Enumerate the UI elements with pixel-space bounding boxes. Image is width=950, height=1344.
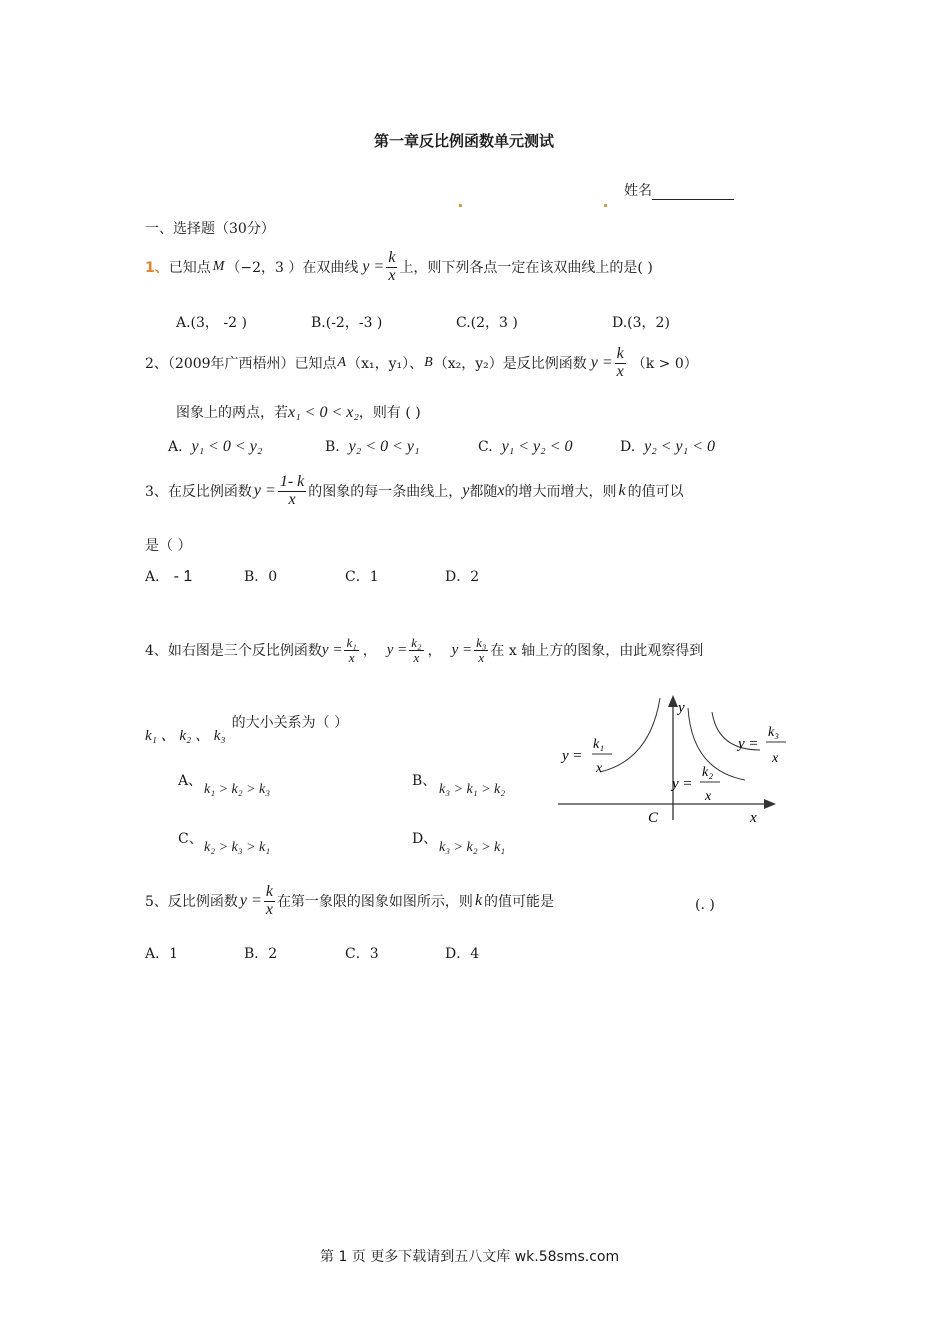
graph-label-1-lhs: y = xyxy=(562,748,583,764)
graph-label-2-den: x xyxy=(705,789,712,804)
q5-option-d: D．4 xyxy=(445,946,480,962)
q2-point-b-coords: （x₂，y₂）是反比例函数 xyxy=(433,356,587,373)
fraction-numerator: k₁ xyxy=(346,635,357,650)
curve-k2 xyxy=(688,708,745,780)
option-value: 2 xyxy=(470,569,480,585)
q2-option-c xyxy=(478,438,573,456)
q5-option-a: A．1 xyxy=(145,946,179,962)
question-2 xyxy=(145,346,698,381)
graph-label-3-lhs: y = xyxy=(738,736,759,752)
page-title: 第一章反比例函数单元测试 xyxy=(374,132,555,150)
name-label: 姓名 xyxy=(624,183,652,199)
q1-text-post: 上，则下列各点一定在该双曲线上的是( ) xyxy=(399,260,653,277)
q4-option-c-expr: k₂ > k₃ > k₁ xyxy=(204,840,271,855)
option-expr: y₁ < y₂ < 0 xyxy=(501,438,573,455)
q5-option-b: B．2 xyxy=(244,946,278,962)
graph-label-3-den: x xyxy=(772,751,779,766)
q2-condition: （k > 0） xyxy=(631,356,698,373)
q4-option-c-label: C、 xyxy=(178,831,203,847)
y-axis-arrow xyxy=(668,695,678,707)
q4-text-pre: 4、如右图是三个反比例函数 xyxy=(145,643,322,660)
curve-k1 xyxy=(600,698,660,772)
q3-y-var: y xyxy=(462,482,470,500)
fraction-denominator: x xyxy=(288,490,296,508)
name-blank xyxy=(652,185,734,200)
question-number: 1、 xyxy=(145,260,169,277)
hyperbola-graph xyxy=(550,690,790,830)
option-value: 1 xyxy=(369,569,379,585)
decorative-dot xyxy=(604,192,607,211)
option-label: D. xyxy=(620,439,636,455)
option-label: C. xyxy=(478,439,493,455)
fraction-numerator: 1- k xyxy=(279,473,305,490)
fraction-denominator: x xyxy=(348,649,355,665)
graph-origin-label: C xyxy=(648,810,659,826)
graph-y-axis-label: y xyxy=(678,700,685,716)
fraction-numerator: k xyxy=(616,345,624,362)
fraction-numerator: k₂ xyxy=(411,635,422,650)
q4-option-d-label: D、 xyxy=(412,831,438,847)
q4-f1-fraction xyxy=(344,636,358,664)
q3-option-a xyxy=(145,566,192,586)
q4-option-a-expr: k₁ > k₂ > k₃ xyxy=(204,782,271,797)
fraction-denominator: x xyxy=(478,649,485,665)
q3-option-d xyxy=(445,566,479,586)
q5-k-var: k xyxy=(474,892,483,910)
q2-point-a-coords: （x₁，y₁）、 xyxy=(347,356,424,373)
comma: ， xyxy=(362,643,377,660)
q2-option-a xyxy=(168,438,262,456)
q2-line2-pre: 图象上的两点，若 xyxy=(176,405,288,421)
q5-eq-lhs: y = xyxy=(239,892,262,910)
q3-text-mid2: 都随 xyxy=(469,484,498,501)
q3-fraction xyxy=(278,474,306,509)
q5-answer-paren: (. ) xyxy=(695,897,715,913)
q1-point-name: M xyxy=(212,259,225,275)
fraction-numerator: k xyxy=(265,883,273,900)
option-label: C． xyxy=(345,569,370,585)
q4-f3-fraction xyxy=(474,636,488,664)
x-axis-arrow xyxy=(764,799,776,809)
fraction-denominator: x xyxy=(388,266,396,284)
q4-option-b-label: B、 xyxy=(412,773,437,789)
option-label: B. xyxy=(325,439,340,455)
option-value: 0 xyxy=(268,569,278,585)
name-field xyxy=(624,180,734,200)
q4-text-post: 在 x 轴上方的图象，由此观察得到 xyxy=(490,643,704,660)
option-expr: y₂ < y₁ < 0 xyxy=(644,438,716,455)
q3-x-var: x xyxy=(497,482,505,500)
option-label: B． xyxy=(244,569,269,585)
graph-label-2-num: k₂ xyxy=(702,765,714,780)
q3-k-var: k xyxy=(618,482,626,500)
q2-line2 xyxy=(176,402,421,422)
fraction-denominator: x xyxy=(413,649,420,665)
q1-option-b: B.(-2，-3 ) xyxy=(311,315,383,331)
q3-line2: 是（ ） xyxy=(145,538,192,554)
q4-f1-lhs: y = xyxy=(321,641,343,658)
option-label: A． xyxy=(145,569,170,585)
q1-point-coords: （−2，3 ）在双曲线 xyxy=(226,260,359,277)
q3-text-post: 的值可以 xyxy=(627,484,684,501)
q4-f3-lhs: y = xyxy=(451,641,473,658)
q5-option-c: C．3 xyxy=(345,946,379,962)
fraction-denominator: x xyxy=(616,362,624,380)
q5-text-pre: 5、反比例函数 xyxy=(145,894,238,911)
graph-label-3-num: k₃ xyxy=(768,725,780,740)
q2-point-a: A xyxy=(337,355,347,371)
q5-text-mid: 在第一象限的图象如图所示，则 xyxy=(276,894,473,911)
graph-label-2-lhs: y = xyxy=(672,776,693,792)
section-heading: 一、选择题（30分） xyxy=(145,221,275,237)
q1-fraction xyxy=(386,250,397,285)
q4-line2 xyxy=(145,712,348,745)
option-expr: y₁ < 0 < y₂ xyxy=(191,438,263,455)
q3-eq-lhs: y = xyxy=(253,482,276,500)
q2-line1-pre: 2、（2009年广西梧州）已知点 xyxy=(145,356,337,373)
q3-text-mid: 的图象的每一条曲线上， xyxy=(308,484,463,501)
comma: ， xyxy=(427,643,442,660)
q4-f2-fraction xyxy=(409,636,423,664)
fraction-denominator: x xyxy=(265,900,273,918)
question-5 xyxy=(145,884,554,919)
q4-f2-lhs: y = xyxy=(386,641,408,658)
q1-eq-lhs: y = xyxy=(362,258,385,276)
q4-option-d-expr: k₃ > k₂ > k₁ xyxy=(439,840,506,855)
q2-fraction xyxy=(615,346,626,381)
question-4 xyxy=(145,636,703,664)
q2-option-d xyxy=(620,438,715,456)
fraction-numerator: k₃ xyxy=(476,635,487,650)
option-value: - 1 xyxy=(173,568,193,585)
q3-option-c xyxy=(345,566,379,586)
graph-x-axis-label: x xyxy=(750,810,757,826)
fraction-numerator: k xyxy=(388,249,396,266)
question-1 xyxy=(145,250,653,285)
q1-text-pre: 已知点 xyxy=(168,260,211,277)
q3-text-mid3: 的增大而增大，则 xyxy=(504,484,617,501)
q2-line2-post: ，则有 ( ) xyxy=(358,405,421,421)
option-label: A. xyxy=(168,439,183,455)
q1-option-a: A.(3， -2 ) xyxy=(176,315,247,331)
option-expr: y₂ < 0 < y₁ xyxy=(348,438,420,455)
q4-option-b-expr: k₃ > k₁ > k₂ xyxy=(439,782,506,797)
q2-point-b: B xyxy=(424,355,433,371)
q3-option-b xyxy=(244,566,277,586)
q2-line2-math: x₁ < 0 < x₂ xyxy=(288,404,359,421)
q2-option-b xyxy=(325,438,420,456)
option-label: D． xyxy=(445,569,471,585)
q2-eq-lhs: y = xyxy=(590,354,613,372)
decorative-dot xyxy=(459,192,462,211)
q3-text-pre: 3、在反比例函数 xyxy=(145,484,252,501)
q4-option-a-label: A、 xyxy=(178,773,203,789)
q4-k-vars: k₁ 、 k₂ 、 k₃ xyxy=(145,728,226,744)
graph-label-1-den: x xyxy=(596,761,603,776)
q5-fraction xyxy=(264,884,275,919)
q1-option-c: C.(2，3 ) xyxy=(456,315,518,331)
q1-option-d: D.(3，2) xyxy=(612,315,670,331)
q4-line2-text: 的大小关系为（ ） xyxy=(231,715,349,731)
graph-label-1-num: k₁ xyxy=(593,737,605,752)
page-footer: 第 1 页 更多下载请到五八文库 wk.58sms.com xyxy=(320,1249,620,1265)
question-3 xyxy=(145,474,684,509)
q5-text-post: 的值可能是 xyxy=(484,894,555,911)
